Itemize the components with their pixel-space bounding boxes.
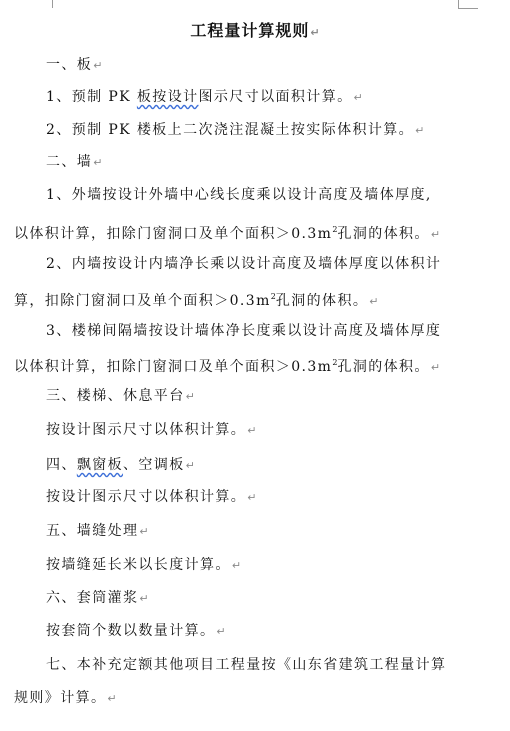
- margin-corner-mark-right-horizontal: [458, 8, 478, 9]
- section-1-item-2[interactable]: 2、预制 PK 楼板上二次浇注混凝土按实际体积计算。↵: [46, 122, 425, 138]
- section-3-heading[interactable]: 三、楼梯、休息平台↵: [46, 388, 195, 404]
- paragraph-mark: ↵: [430, 228, 441, 241]
- paragraph-mark: ↵: [107, 692, 117, 705]
- paragraph-mark: ↵: [93, 59, 103, 72]
- paragraph-mark: ↵: [415, 124, 425, 137]
- paragraph-mark: ↵: [231, 559, 242, 572]
- section-2-item-3-line-1[interactable]: 3、楼梯间隔墙按设计墙体净长度乘以设计高度及墙体厚度: [46, 323, 442, 339]
- paragraph-mark: ↵: [139, 525, 149, 538]
- section-7-line-1[interactable]: 七、本补充定额其他项目工程量按《山东省建筑工程量计算: [46, 657, 447, 673]
- paragraph-mark: ↵: [216, 625, 226, 638]
- section-1-heading[interactable]: 一、板↵: [46, 57, 103, 73]
- paragraph-mark: ↵: [185, 459, 195, 472]
- margin-corner-mark-right: [458, 0, 459, 8]
- paragraph-mark: ↵: [185, 390, 195, 403]
- section-2-item-1-line-1[interactable]: 1、外墙按设计外墙中心线长度乘以设计高度及墙体厚度,: [46, 187, 432, 203]
- paragraph-mark: ↵: [93, 156, 103, 169]
- section-5-body[interactable]: 按墙缝延长米以长度计算。↵: [46, 557, 242, 573]
- paragraph-mark: ↵: [369, 295, 379, 308]
- document-title[interactable]: 工程量计算规则↵: [190, 21, 320, 40]
- spellcheck-underline: 飘窗板: [76, 457, 124, 473]
- section-2-item-2-line-1[interactable]: 2、内墙按设计内墙净长乘以设计高度及墙体厚度以体积计: [46, 256, 442, 272]
- superscript-2: 2: [332, 225, 338, 234]
- spellcheck-underline: 板按设计: [136, 89, 199, 105]
- paragraph-mark: ↵: [247, 424, 257, 437]
- section-7-line-2[interactable]: 规则》计算。↵: [14, 690, 117, 706]
- section-2-item-3-line-2[interactable]: 以体积计算，扣除门窗洞口及单个面积$>0.3m^2$孔洞的体积。↵: [14, 358, 441, 375]
- section-5-heading[interactable]: 五、墙缝处理↵: [46, 523, 149, 539]
- section-1-item-1[interactable]: 1、预制 PK 板按设计图示尺寸以面积计算。↵: [46, 89, 363, 105]
- paragraph-mark: ↵: [310, 26, 320, 39]
- section-6-body[interactable]: 按套筒个数以数量计算。↵: [46, 623, 226, 639]
- paragraph-mark: ↵: [247, 491, 257, 504]
- section-2-heading[interactable]: 二、墙↵: [46, 154, 103, 170]
- margin-corner-mark-left: [52, 0, 53, 8]
- section-2-item-1-line-2[interactable]: 以体积计算，扣除门窗洞口及单个面积$>0.3m^2$孔洞的体积。↵: [14, 225, 441, 242]
- paragraph-mark: ↵: [430, 361, 441, 374]
- section-4-heading[interactable]: 四、飘窗板、空调板↵: [46, 457, 195, 473]
- section-2-item-2-line-2[interactable]: 算，扣除门窗洞口及单个面积$>0.3m^2$孔洞的体积。↵: [14, 292, 379, 309]
- paragraph-mark: ↵: [139, 592, 149, 605]
- section-3-body[interactable]: 按设计图示尺寸以体积计算。↵: [46, 422, 257, 438]
- section-6-heading[interactable]: 六、套筒灌浆↵: [46, 590, 149, 606]
- superscript-2: 2: [270, 292, 276, 301]
- section-4-body[interactable]: 按设计图示尺寸以体积计算。↵: [46, 489, 257, 505]
- paragraph-mark: ↵: [353, 91, 363, 104]
- superscript-2: 2: [332, 358, 338, 367]
